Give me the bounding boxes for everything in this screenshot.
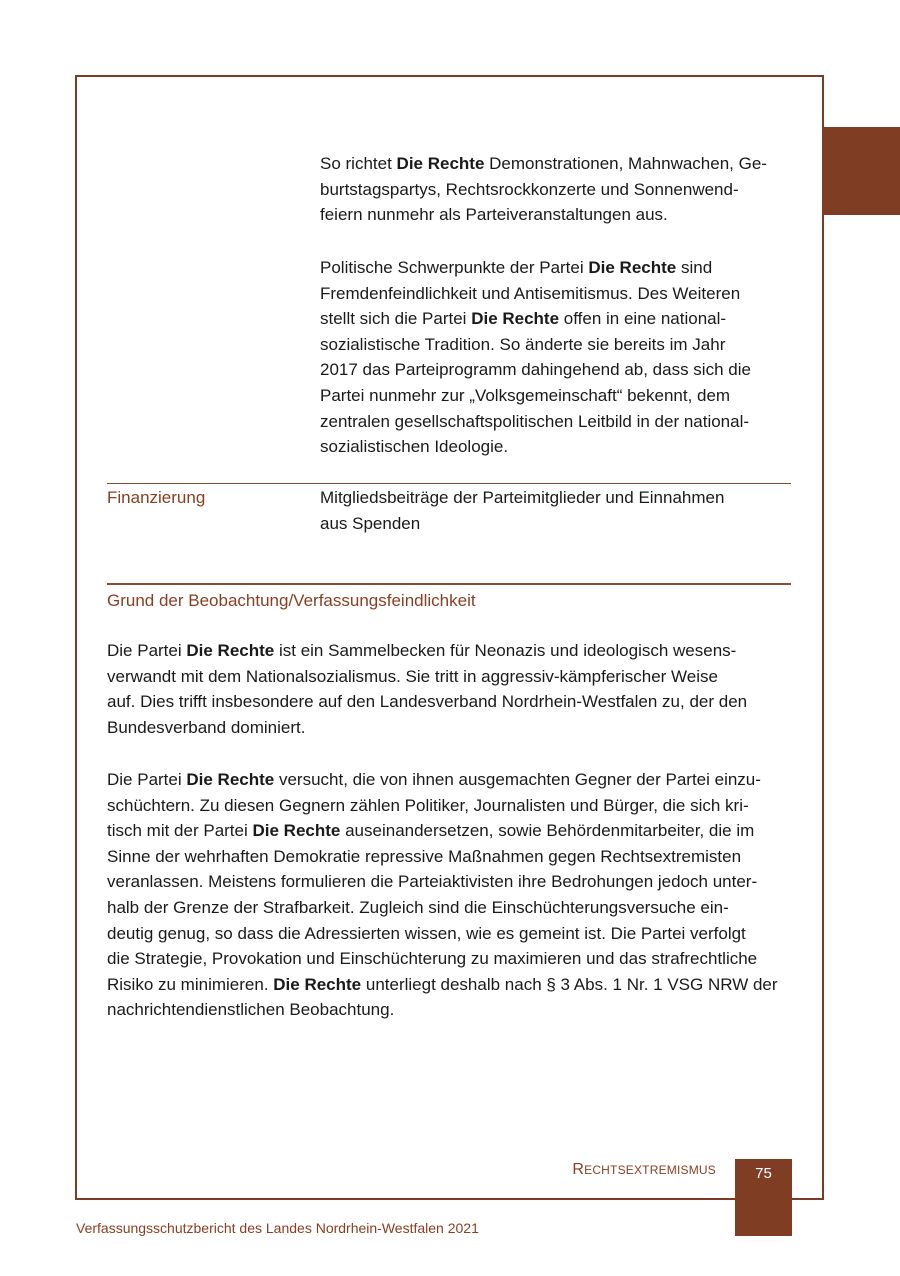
side-tab-marker — [823, 127, 900, 215]
footer-section-label: RECHTSEXTREMISMUS — [572, 1161, 716, 1178]
financing-value: Mitgliedsbeiträge der Parteimitglieder und Einnahmen aus Spenden — [320, 488, 725, 533]
section-title: Grund der Beobachtung/Verfassungsfeindlichkeit — [107, 591, 476, 610]
table-divider — [107, 483, 791, 484]
paragraph-political-focus: Politische Schwerpunkte der Partei Die Rechte sind Fremdenfeindlichkeit und Antisemitismus. Des Weiteren stellt sich die Partei Die Rechte offen in eine national- sozialistische Tradition. So änderte sie bereits im Jahr 2017 das Parteiprogramm dahingehend ab, dass sich die Partei nunmehr zur „Volksgemeinschaft“ bekennt, dem zentralen gesellschaftspolitischen Leitbild in der national- sozialistischen Ideologie. — [320, 258, 751, 457]
page-number: 75 — [735, 1159, 792, 1236]
paragraph-reason: Die Partei Die Rechte ist ein Sammelbecken für Neonazis und ideologisch wesens- verwandt mit dem Nationalsozialismus. Sie tritt in aggressiv-kämpferischer Weise auf. Dies trifft insbesondere auf den Landesverband Nordrhein-Westfalen zu, der den Bundesverband dominiert. — [107, 641, 748, 737]
paragraph-events: So richtet Die Rechte Demonstrationen, Mahnwachen, Ge- burtstagspartys, Rechtsrockkonzerte und Sonnenwend- feiern nunmehr als Parteiveranstaltungen aus. — [320, 154, 767, 225]
section-divider — [107, 583, 791, 585]
paragraph-intimidation: Die Partei Die Rechte versucht, die von ihnen ausgemachten Gegner der Partei einzu- schüchtern. Zu diesen Gegnern zählen Politiker, Journalisten und Bürger, die sich kri- tisch mit der Partei Die Rechte auseinandersetzen, sowie Behördenmitarbeiter, die im Sinne der wehrhaften Demokratie repressive Maßnahmen gegen Rechtsextremisten veranlassen. Meistens formulieren die Parteiaktivisten ihre Bedrohungen jedoch unter- halb der Grenze der Strafbarkeit. Zugleich sind die Einschüchterungsversuche ein- deutig genug, so dass die Adressierten wissen, wie es gemeint ist. Die Partei verfolgt die Strategie, Provokation und Einschüchterung zu maximieren und das strafrechtliche Risiko zu minimieren. Die Rechte unterliegt deshalb nach § 3 Abs. 1 Nr. 1 VSG NRW der nachrichtendienstlichen Beobachtung. — [107, 770, 778, 1020]
report-caption: Verfassungsschutzbericht des Landes Nordrhein-Westfalen 2021 — [76, 1220, 479, 1236]
financing-label: Finanzierung — [107, 488, 206, 507]
